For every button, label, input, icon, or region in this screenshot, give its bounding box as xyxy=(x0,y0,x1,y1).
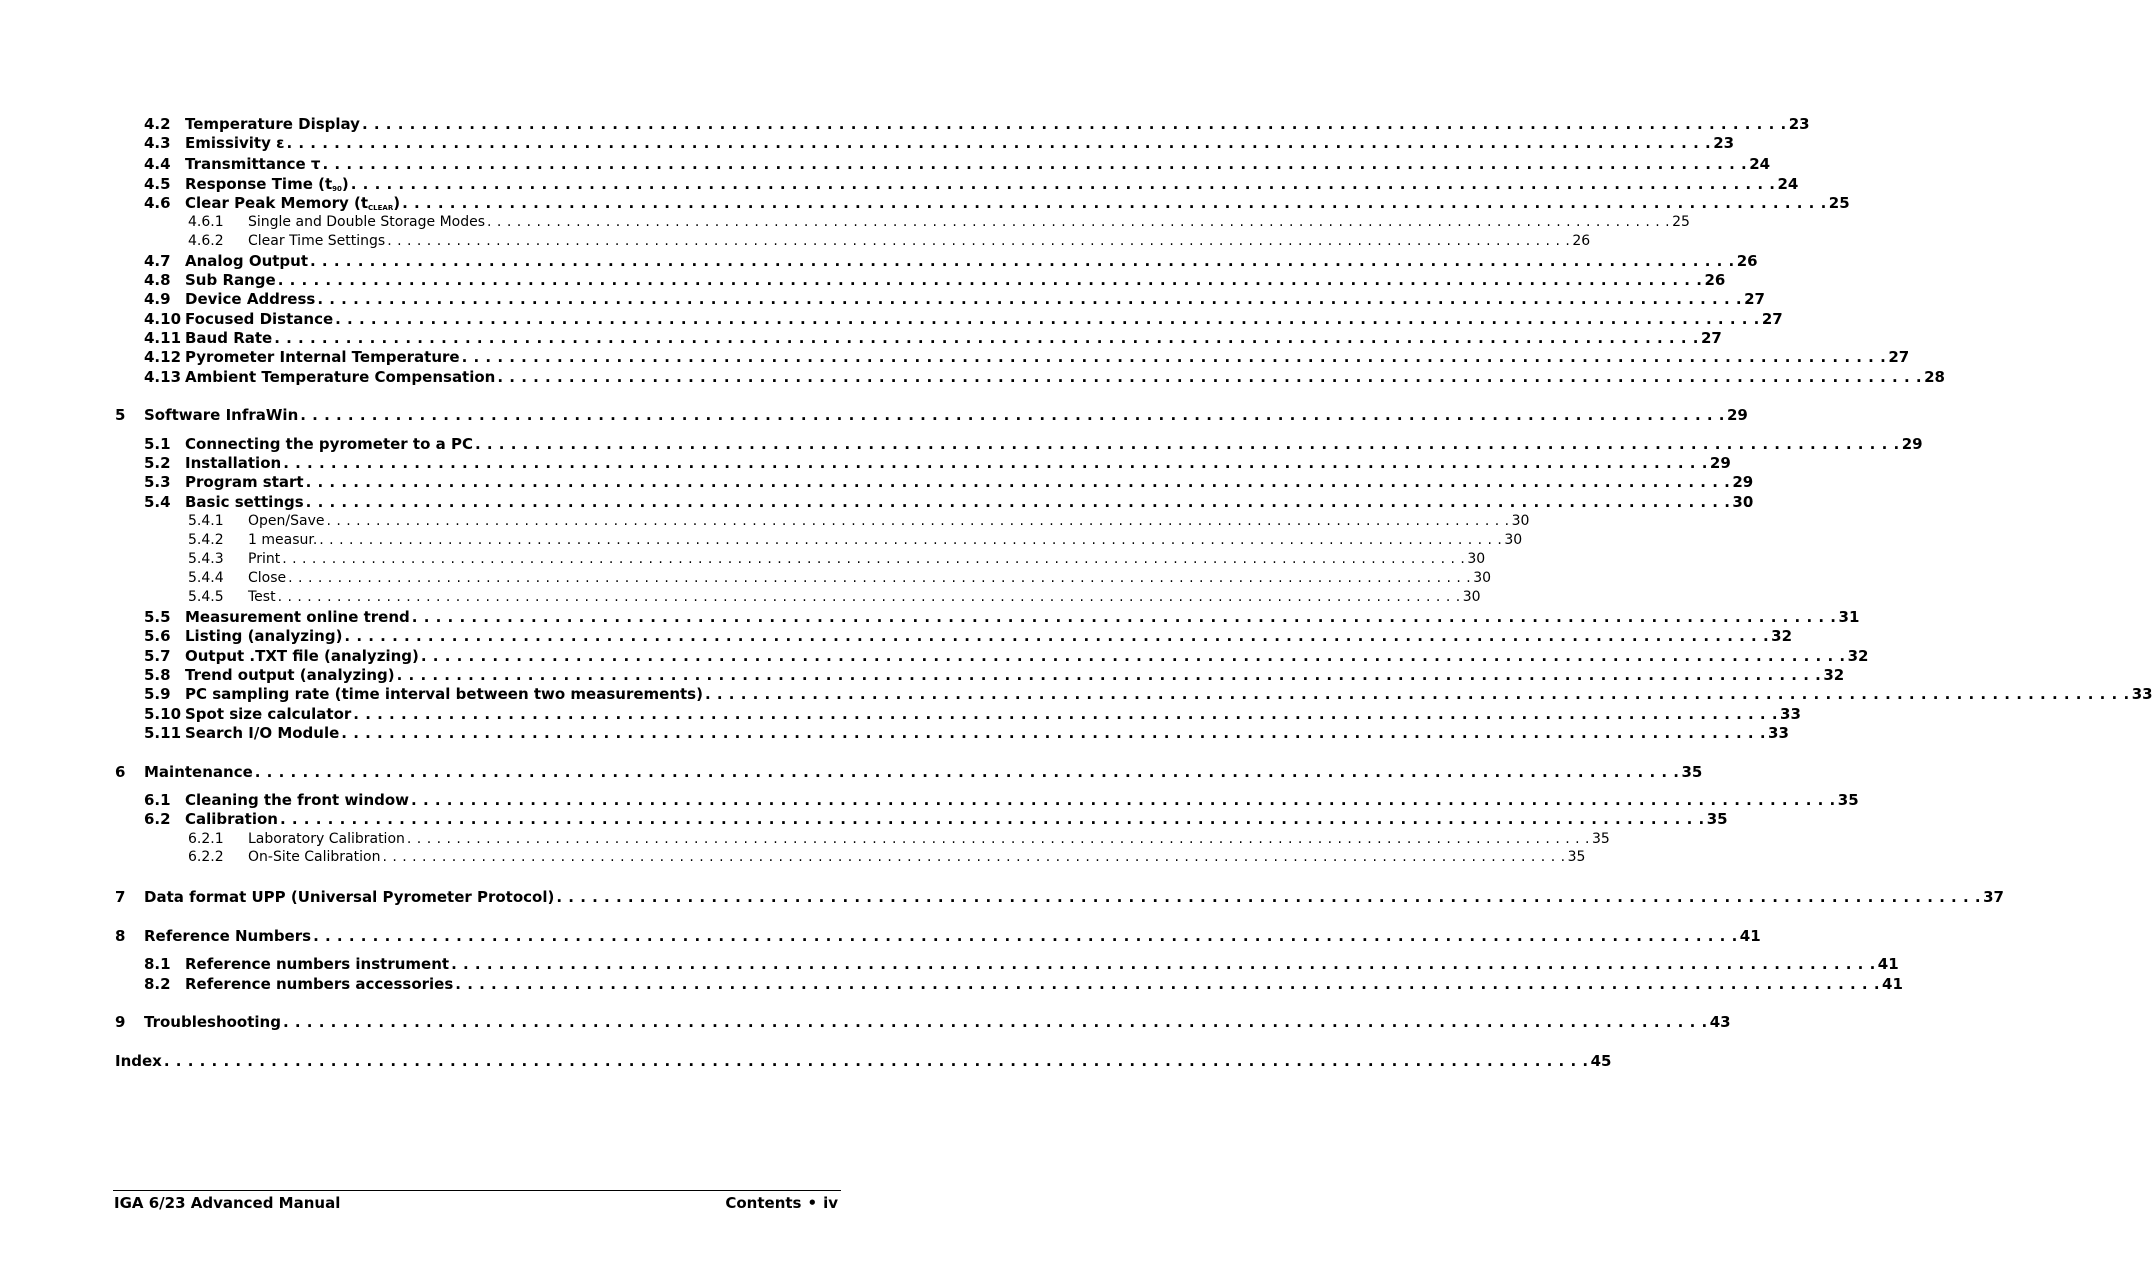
toc-entry[interactable] xyxy=(188,848,1586,867)
toc-entry-page: 30 xyxy=(1504,532,1523,548)
toc-entry-title-text: Installation xyxy=(185,454,282,472)
toc-entry-page: 37 xyxy=(1983,888,2004,906)
toc-entry-page: 41 xyxy=(1739,927,1761,945)
toc-dot-leader: . . . . . . . . . . . . . . . . . . . . . . . . . . . . . . . . . . . . . . . . . . . . . . . . . . . . . . . . . . . . . . . . . . . . . . . . . . . . . . . . . . . . . . . . . . . . . . . . . . . . . . . . . . . . . . . . . . . . . . . . xyxy=(313,927,1738,945)
toc-entry-page: 35 xyxy=(1681,763,1703,781)
toc-entry-title-text: Reference numbers accessories xyxy=(185,975,454,993)
toc-dot-leader: . . . . . . . . . . . . . . . . . . . . . . . . . . . . . . . . . . . . . . . . . . . . . . . . . . . . . . . . . . . . . . . . . . . . . . . . . . . . . . . . . . . . . . . . . . . . . . . . . . . . . . . . . . . . . . . . . . . . . . . . xyxy=(387,233,1571,249)
toc-entry-page: 33 xyxy=(1780,705,1801,723)
toc-entry[interactable] xyxy=(144,705,1801,724)
toc-entry[interactable] xyxy=(144,975,1903,994)
toc-entry-page: 29 xyxy=(1732,473,1754,491)
toc-entry-number: 5.8 xyxy=(144,666,171,684)
toc-entry[interactable] xyxy=(115,406,1748,425)
toc-entry-title xyxy=(248,569,288,588)
toc-entry-page: 27 xyxy=(1744,290,1765,308)
toc-entry-number: 4.6.1 xyxy=(188,214,224,230)
toc-entry[interactable] xyxy=(144,810,1728,829)
toc-entry[interactable] xyxy=(144,252,1758,271)
toc-entry-title xyxy=(185,134,286,153)
toc-entry[interactable] xyxy=(144,791,1859,810)
toc-entry-title-text: Calibration xyxy=(185,810,278,828)
toc-entry-title xyxy=(185,329,274,348)
toc-entry-number: 8 xyxy=(115,927,126,945)
toc-dot-leader: . . . . . . . . . . . . . . . . . . . . . . . . . . . . . . . . . . . . . . . . . . . . . . . . . . . . . . . . . . . . . . . . . . . . . . . . . . . . . . . . . . . . . . . . . . . . . . . . . . . . . . . . . . . . . . . . . . . . . . . . xyxy=(411,608,1837,626)
toc-entry-title xyxy=(185,975,455,994)
toc-entry[interactable] xyxy=(115,763,1703,782)
toc-entry-title-text: Basic settings xyxy=(185,493,304,511)
toc-entry-number: 5.4 xyxy=(144,493,171,511)
toc-dot-leader: . . . . . . . . . . . . . . . . . . . . . . . . . . . . . . . . . . . . . . . . . . . . . . . . . . . . . . . . . . . . . . . . . . . . . . . . . . . . . . . . . . . . . . . . . . . . . . . . . . . . . . . . . . . . . . . . . . . . . . . . xyxy=(319,532,1503,548)
toc-entry-title-text: Index xyxy=(115,1052,162,1070)
toc-entry-title xyxy=(185,115,362,134)
toc-entry-title xyxy=(185,955,451,974)
toc-entry-page: 28 xyxy=(1924,368,1945,386)
toc-entry-title xyxy=(185,705,353,724)
toc-entry-number: 6.2.1 xyxy=(188,831,224,847)
toc-entry-title-text: Baud Rate xyxy=(185,329,273,347)
toc-entry[interactable] xyxy=(144,271,1726,290)
toc-dot-leader: . . . . . . . . . . . . . . . . . . . . . . . . . . . . . . . . . . . . . . . . . . . . . . . . . . . . . . . . . . . . . . . . . . . . . . . . . . . . . . . . . . . . . . . . . . . . . . . . . . . . . . . . . . . . . . . . . . . . . . . . xyxy=(317,290,1743,308)
toc-entry[interactable] xyxy=(144,493,1754,512)
toc-entry-page: 33 xyxy=(1768,724,1789,742)
toc-entry-page: 29 xyxy=(1726,406,1748,424)
toc-entry-title-text: Cleaning the front window xyxy=(185,791,410,809)
toc-entry-title-text: Pyrometer Internal Temperature xyxy=(185,348,460,366)
toc-entry-title-text: PC sampling rate (time interval between two measurements) xyxy=(185,685,703,703)
toc-entry-number: 4.10 xyxy=(144,310,182,328)
toc-dot-leader: . . . . . . . . . . . . . . . . . . . . . . . . . . . . . . . . . . . . . . . . . . . . . . . . . . . . . . . . . . . . . . . . . . . . . . . . . . . . . . . . . . . . . . . . . . . . . . . . . . . . . . . . . . . . . . . . . . . . . . . . xyxy=(353,705,1779,723)
toc-entry-title-text: Trend output (analyzing) xyxy=(185,666,395,684)
toc-entry-number: 5.4.2 xyxy=(188,532,224,548)
toc-entry[interactable] xyxy=(188,232,1591,251)
toc-entry-number: 6 xyxy=(115,763,126,781)
toc-entry-number: 8.1 xyxy=(144,955,171,973)
toc-entry-title xyxy=(185,435,475,454)
toc-entry-page: 23 xyxy=(1788,115,1810,133)
toc-entry-title xyxy=(185,724,341,743)
toc-entry-title-text: Focused Distance xyxy=(185,310,334,328)
toc-entry-page: 24 xyxy=(1777,175,1799,193)
toc-dot-leader: . . . . . . . . . . . . . . . . . . . . . . . . . . . . . . . . . . . . . . . . . . . . . . . . . . . . . . . . . . . . . . . . . . . . . . . . . . . . . . . . . . . . . . . . . . . . . . . . . . . . . . . . . . . . . . . . . . . . . . . . xyxy=(451,955,1876,973)
toc-dot-leader: . . . . . . . . . . . . . . . . . . . . . . . . . . . . . . . . . . . . . . . . . . . . . . . . . . . . . . . . . . . . . . . . . . . . . . . . . . . . . . . . . . . . . . . . . . . . . . . . . . . . . . . . . . . . . . . . . . . . . . . . xyxy=(341,724,1767,742)
toc-entry-number: 6.1 xyxy=(144,791,171,809)
toc-dot-leader: . . . . . . . . . . . . . . . . . . . . . . . . . . . . . . . . . . . . . . . . . . . . . . . . . . . . . . . . . . . . . . . . . . . . . . . . . . . . . . . . . . . . . . . . . . . . . . . . . . . . . . . . . . . . . . . . . . . . . . . . xyxy=(382,849,1566,865)
toc-dot-leader: . . . . . . . . . . . . . . . . . . . . . . . . . . . . . . . . . . . . . . . . . . . . . . . . . . . . . . . . . . . . . . . . . . . . . . . . . . . . . . . . . . . . . . . . . . . . . . . . . . . . . . . . . . . . . . . . . . . . . . . . xyxy=(556,888,1982,906)
toc-entry-title xyxy=(185,290,317,309)
toc-entry-title xyxy=(185,271,278,290)
toc-entry-title xyxy=(185,791,411,810)
toc-entry-title xyxy=(185,454,283,473)
toc-entry-page: 26 xyxy=(1736,252,1758,270)
toc-entry-title xyxy=(115,1052,164,1071)
toc-entry-title xyxy=(248,232,387,251)
toc-entry-page: 43 xyxy=(1709,1013,1731,1031)
toc-entry-title xyxy=(185,666,397,685)
toc-entry-subscript: 90 xyxy=(332,185,342,193)
toc-entry-page: 41 xyxy=(1877,955,1899,973)
toc-entry-title-text: Response Time (t xyxy=(185,175,333,193)
toc-dot-leader: . . . . . . . . . . . . . . . . . . . . . . . . . . . . . . . . . . . . . . . . . . . . . . . . . . . . . . . . . . . . . . . . . . . . . . . . . . . . . . . . . . . . . . . . . . . . . . . . . . . . . . . . . . . . . . . . . . . . . . . . xyxy=(305,473,1731,491)
toc-dot-leader: . . . . . . . . . . . . . . . . . . . . . . . . . . . . . . . . . . . . . . . . . . . . . . . . . . . . . . . . . . . . . . . . . . . . . . . . . . . . . . . . . . . . . . . . . . . . . . . . . . . . . . . . . . . . . . . . . . . . . . . . xyxy=(396,666,1822,684)
toc-dot-leader: . . . . . . . . . . . . . . . . . . . . . . . . . . . . . . . . . . . . . . . . . . . . . . . . . . . . . . . . . . . . . . . . . . . . . . . . . . . . . . . . . . . . . . . . . . . . . . . . . . . . . . . . . . . . . . . . . . . . . . . . xyxy=(254,763,1680,781)
toc-entry-title xyxy=(185,368,497,387)
toc-dot-leader: . . . . . . . . . . . . . . . . . . . . . . . . . . . . . . . . . . . . . . . . . . . . . . . . . . . . . . . . . . . . . . . . . . . . . . . . . . . . . . . . . . . . . . . . . . . . . . . . . . . . . . . . . . . . . . . . . . . . . . . . xyxy=(406,831,1590,847)
footer-bullet: • xyxy=(807,1194,818,1212)
toc-entry-title xyxy=(248,531,319,550)
toc-entry-title xyxy=(248,588,278,607)
toc-entry-title-text: Software InfraWin xyxy=(144,406,299,424)
toc-entry-title-text: Connecting the pyrometer to a PC xyxy=(185,435,473,453)
toc-entry-title xyxy=(185,252,310,271)
toc-entry-title xyxy=(248,512,326,531)
toc-entry[interactable] xyxy=(115,888,2004,907)
toc-entry-title-text: Output .TXT file (analyzing) xyxy=(185,647,419,665)
toc-entry-page: 35 xyxy=(1592,831,1610,847)
toc-entry-title-text: 1 measur. xyxy=(248,532,318,548)
toc-entry-title-text: Sub Range xyxy=(185,271,276,289)
toc-entry-number: 5.4.4 xyxy=(188,570,224,586)
toc-entry-number: 5.4.3 xyxy=(188,551,224,567)
toc-dot-leader: . . . . . . . . . . . . . . . . . . . . . . . . . . . . . . . . . . . . . . . . . . . . . . . . . . . . . . . . . . . . . . . . . . . . . . . . . . . . . . . . . . . . . . . . . . . . . . . . . . . . . . . . . . . . . . . . . . . . . . . . xyxy=(461,348,1887,366)
toc-entry-title-text: Clear Peak Memory (t xyxy=(185,194,369,212)
toc-entry-title xyxy=(185,473,306,492)
toc-entry-title-text: Reference numbers instrument xyxy=(185,955,450,973)
toc-entry-title-text: Test xyxy=(248,589,276,605)
toc-dot-leader: . . . . . . . . . . . . . . . . . . . . . . . . . . . . . . . . . . . . . . . . . . . . . . . . . . . . . . . . . . . . . . . . . . . . . . . . . . . . . . . . . . . . . . . . . . . . . . . . . . . . . . . . . . . . . . . . . . . . . . . . xyxy=(326,513,1510,529)
toc-entry-title xyxy=(144,763,255,782)
toc-entry[interactable] xyxy=(144,454,1731,473)
toc-entry-number: 5.2 xyxy=(144,454,171,472)
toc-entry-title-text: Print xyxy=(248,551,281,567)
toc-entry-number: 5.11 xyxy=(144,724,182,742)
toc-entry[interactable] xyxy=(144,115,1810,134)
toc-entry-title xyxy=(185,348,462,367)
toc-entry-title xyxy=(144,406,300,425)
toc-entry-title xyxy=(248,848,382,867)
toc-entry-page: 30 xyxy=(1467,551,1486,567)
toc-entry[interactable] xyxy=(144,473,1754,492)
toc-entry-number: 4.8 xyxy=(144,271,171,289)
toc-entry[interactable] xyxy=(115,1052,1612,1071)
footer-divider xyxy=(113,1190,841,1191)
toc-entry[interactable] xyxy=(144,666,1845,685)
toc-entry-page: 29 xyxy=(1709,454,1731,472)
toc-dot-leader: . . . . . . . . . . . . . . . . . . . . . . . . . . . . . . . . . . . . . . . . . . . . . . . . . . . . . . . . . . . . . . . . . . . . . . . . . . . . . . . . . . . . . . . . . . . . . . . . . . . . . . . . . . . . . . . . . . . . . . . . xyxy=(300,406,1725,424)
toc-entry-title xyxy=(185,175,351,194)
toc-entry[interactable] xyxy=(144,134,1735,153)
toc-entry-number: 4.5 xyxy=(144,175,171,193)
toc-entry[interactable] xyxy=(144,955,1899,974)
toc-entry-page: 32 xyxy=(1847,647,1869,665)
toc-entry-title xyxy=(185,810,280,829)
toc-entry-title-text: Laboratory Calibration xyxy=(248,831,405,847)
toc-entry-page: 27 xyxy=(1761,310,1783,328)
toc-entry-title-text: Data format UPP (Universal Pyrometer Protocol) xyxy=(144,888,555,906)
toc-entry-title-text: Maintenance xyxy=(144,763,253,781)
toc-entry-page: 35 xyxy=(1567,849,1586,865)
toc-entry-page: 31 xyxy=(1838,608,1860,626)
footer-page-number: iv xyxy=(823,1194,838,1212)
toc-dot-leader: . . . . . . . . . . . . . . . . . . . . . . . . . . . . . . . . . . . . . . . . . . . . . . . . . . . . . . . . . . . . . . . . . . . . . . . . . . . . . . . . . . . . . . . . . . . . . . . . . . . . . . . . . . . . . . . . . . . . . . . . xyxy=(282,1013,1708,1031)
toc-dot-leader: . . . . . . . . . . . . . . . . . . . . . . . . . . . . . . . . . . . . . . . . . . . . . . . . . . . . . . . . . . . . . . . . . . . . . . . . . . . . . . . . . . . . . . . . . . . . . . . . . . . . . . . . . . . . . . . . . . . . . . . . xyxy=(497,368,1923,386)
toc-entry[interactable] xyxy=(144,310,1783,329)
toc-entry-number: 4.7 xyxy=(144,252,171,270)
toc-entry[interactable] xyxy=(188,569,1492,588)
toc-entry-page: 25 xyxy=(1828,194,1850,212)
toc-dot-leader: . . . . . . . . . . . . . . . . . . . . . . . . . . . . . . . . . . . . . . . . . . . . . . . . . . . . . . . . . . . . . . . . . . . . . . . . . . . . . . . . . . . . . . . . . . . . . . . . . . . . . . . . . . . . . . . . . . . . . . . . xyxy=(277,271,1703,289)
toc-dot-leader: . . . . . . . . . . . . . . . . . . . . . . . . . . . . . . . . . . . . . . . . . . . . . . . . . . . . . . . . . . . . . . . . . . . . . . . . . . . . . . . . . . . . . . . . . . . . . . . . . . . . . . . . . . . . . . . . . . . . . . . . xyxy=(282,551,1466,567)
toc-entry-title xyxy=(144,1013,283,1032)
toc-entry-title-text: Temperature Display xyxy=(185,115,360,133)
toc-dot-leader: . . . . . . . . . . . . . . . . . . . . . . . . . . . . . . . . . . . . . . . . . . . . . . . . . . . . . . . . . . . . . . . . . . . . . . . . . . . . . . . . . . . . . . . . . . . . . . . . . . . . . . . . . . . . . . . . . . . . . . . . xyxy=(286,134,1712,152)
toc-entry[interactable] xyxy=(188,213,1690,232)
toc-entry[interactable] xyxy=(144,194,1850,213)
toc-entry-title-text: Single and Double Storage Modes xyxy=(248,214,486,230)
toc-dot-leader: . . . . . . . . . . . . . . . . . . . . . . . . . . . . . . . . . . . . . . . . . . . . . . . . . . . . . . . . . . . . . . . . . . . . . . . . . . . . . . . . . . . . . . . . . . . . . . . . . . . . . . . . . . . . . . . . . . . . . . . . xyxy=(420,647,1846,665)
toc-entry-page: 26 xyxy=(1704,271,1726,289)
toc-dot-leader: . . . . . . . . . . . . . . . . . . . . . . . . . . . . . . . . . . . . . . . . . . . . . . . . . . . . . . . . . . . . . . . . . . . . . . . . . . . . . . . . . . . . . . . . . . . . . . . . . . . . . . . . . . . . . . . . . . . . . . . . xyxy=(350,175,1776,193)
toc-entry-number: 6.2.2 xyxy=(188,849,224,865)
toc-entry[interactable] xyxy=(188,531,1523,550)
toc-entry-number: 4.4 xyxy=(144,155,171,173)
toc-entry-title-text: Analog Output xyxy=(185,252,309,270)
toc-entry-title xyxy=(248,550,282,569)
toc-entry-number: 5.4.5 xyxy=(188,589,224,605)
toc-entry[interactable] xyxy=(188,550,1486,569)
toc-entry-title xyxy=(185,493,306,512)
toc-dot-leader: . . . . . . . . . . . . . . . . . . . . . . . . . . . . . . . . . . . . . . . . . . . . . . . . . . . . . . . . . . . . . . . . . . . . . . . . . . . . . . . . . . . . . . . . . . . . . . . . . . . . . . . . . . . . . . . . . . . . . . . . xyxy=(279,810,1705,828)
toc-entry-number: 9 xyxy=(115,1013,126,1031)
toc-entry-number: 6.2 xyxy=(144,810,171,828)
toc-entry-title-text: Search I/O Module xyxy=(185,724,340,742)
toc-entry[interactable] xyxy=(144,685,2153,704)
toc-entry[interactable] xyxy=(144,155,1771,174)
toc-entry-title xyxy=(185,310,335,329)
toc-entry-page: 30 xyxy=(1732,493,1754,511)
toc-dot-leader: . . . . . . . . . . . . . . . . . . . . . . . . . . . . . . . . . . . . . . . . . . . . . . . . . . . . . . . . . . . . . . . . . . . . . . . . . . . . . . . . . . . . . . . . . . . . . . . . . . . . . . . . . . . . . . . . . . . . . . . . xyxy=(277,589,1461,605)
toc-entry-page: 35 xyxy=(1706,810,1728,828)
toc-dot-leader: . . . . . . . . . . . . . . . . . . . . . . . . . . . . . . . . . . . . . . . . . . . . . . . . . . . . . . . . . . . . . . . . . . . . . . . . . . . . . . . . . . . . . . . . . . . . . . . . . . . . . . . . . . . . . . . . . . . . . . . . xyxy=(322,155,1748,173)
toc-entry-page: 30 xyxy=(1473,570,1492,586)
footer-page-info xyxy=(725,1194,838,1212)
toc-dot-leader: . . . . . . . . . . . . . . . . . . . . . . . . . . . . . . . . . . . . . . . . . . . . . . . . . . . . . . . . . . . . . . . . . . . . . . . . . . . . . . . . . . . . . . . . . . . . . . . . . . . . . . . . . . . . . . . . . . . . . . . . xyxy=(402,194,1827,212)
toc-entry-page: 30 xyxy=(1462,589,1481,605)
toc-entry-number: 4.3 xyxy=(144,134,171,152)
toc-entry-number: 7 xyxy=(115,888,126,906)
toc-entry-page: 41 xyxy=(1882,975,1903,993)
toc-dot-leader: . . . . . . . . . . . . . . . . . . . . . . . . . . . . . . . . . . . . . . . . . . . . . . . . . . . . . . . . . . . . . . . . . . . . . . . . . . . . . . . . . . . . . . . . . . . . . . . . . . . . . . . . . . . . . . . . . . . . . . . . xyxy=(274,329,1699,347)
toc-dot-leader: . . . . . . . . . . . . . . . . . . . . . . . . . . . . . . . . . . . . . . . . . . . . . . . . . . . . . . . . . . . . . . . . . . . . . . . . . . . . . . . . . . . . . . . . . . . . . . . . . . . . . . . . . . . . . . . . . . . . . . . . xyxy=(455,975,1881,993)
toc-entry[interactable] xyxy=(144,175,1799,194)
toc-entry-number: 4.2 xyxy=(144,115,171,133)
toc-entry[interactable] xyxy=(188,830,1610,849)
toc-entry[interactable] xyxy=(144,329,1722,348)
toc-entry-page: 35 xyxy=(1837,791,1859,809)
toc-dot-leader: . . . . . . . . . . . . . . . . . . . . . . . . . . . . . . . . . . . . . . . . . . . . . . . . . . . . . . . . . . . . . . . . . . . . . . . . . . . . . . . . . . . . . . . . . . . . . . . . . . . . . . . . . . . . . . . . . . . . . . . . xyxy=(288,570,1472,586)
toc-entry-page: 26 xyxy=(1572,233,1591,249)
toc-entry-page: 24 xyxy=(1749,155,1771,173)
toc-entry-number: 4.6.2 xyxy=(188,233,224,249)
toc-entry[interactable] xyxy=(144,724,1789,743)
toc-dot-leader: . . . . . . . . . . . . . . . . . . . . . . . . . . . . . . . . . . . . . . . . . . . . . . . . . . . . . . . . . . . . . . . . . . . . . . . . . . . . . . . . . . . . . . . . . . . . . . . . . . . . . . . . . . . . . . . . . . . . . . . . xyxy=(305,493,1731,511)
toc-entry[interactable] xyxy=(144,368,1945,387)
toc-entry-title xyxy=(144,927,313,946)
toc-entry-title xyxy=(185,685,705,704)
toc-entry[interactable] xyxy=(144,627,1793,646)
toc-entry-number: 4.12 xyxy=(144,348,182,366)
toc-dot-leader: . . . . . . . . . . . . . . . . . . . . . . . . . . . . . . . . . . . . . . . . . . . . . . . . . . . . . . . . . . . . . . . . . . . . . . . . . . . . . . . . . . . . . . . . . . . . . . . . . . . . . . . . . . . . . . . . . . . . . . . . xyxy=(163,1052,1589,1070)
toc-entry-title-text: Clear Time Settings xyxy=(248,233,386,249)
toc-dot-leader: . . . . . . . . . . . . . . . . . . . . . . . . . . . . . . . . . . . . . . . . . . . . . . . . . . . . . . . . . . . . . . . . . . . . . . . . . . . . . . . . . . . . . . . . . . . . . . . . . . . . . . . . . . . . . . . . . . . . . . . . xyxy=(487,214,1671,230)
toc-dot-leader: . . . . . . . . . . . . . . . . . . . . . . . . . . . . . . . . . . . . . . . . . . . . . . . . . . . . . . . . . . . . . . . . . . . . . . . . . . . . . . . . . . . . . . . . . . . . . . . . . . . . . . . . . . . . . . . . . . . . . . . . xyxy=(411,791,1836,809)
toc-dot-leader: . . . . . . . . . . . . . . . . . . . . . . . . . . . . . . . . . . . . . . . . . . . . . . . . . . . . . . . . . . . . . . . . . . . . . . . . . . . . . . . . . . . . . . . . . . . . . . . . . . . . . . . . . . . . . . . . . . . . . . . . xyxy=(335,310,1760,328)
toc-dot-leader: . . . . . . . . . . . . . . . . . . . . . . . . . . . . . . . . . . . . . . . . . . . . . . . . . . . . . . . . . . . . . . . . . . . . . . . . . . . . . . . . . . . . . . . . . . . . . . . . . . . . . . . . . . . . . . . . . . . . . . . . xyxy=(361,115,1787,133)
toc-entry-title-text: Spot size calculator xyxy=(185,705,352,723)
toc-entry-title-end: ) xyxy=(341,175,349,193)
toc-entry-page: 27 xyxy=(1700,329,1722,347)
toc-entry[interactable] xyxy=(144,608,1860,627)
toc-entry-title xyxy=(185,608,412,627)
toc-entry-subscript: CLEAR xyxy=(368,204,394,212)
toc-dot-leader: . . . . . . . . . . . . . . . . . . . . . . . . . . . . . . . . . . . . . . . . . . . . . . . . . . . . . . . . . . . . . . . . . . . . . . . . . . . . . . . . . . . . . . . . . . . . . . . . . . . . . . . . . . . . . . . . . . . . . . . . xyxy=(344,627,1770,645)
toc-entry-number: 4.9 xyxy=(144,290,171,308)
footer-manual-title: IGA 6/23 Advanced Manual xyxy=(114,1194,341,1212)
toc-entry-number: 5.10 xyxy=(144,705,182,723)
toc-entry-number: 5.7 xyxy=(144,647,171,665)
toc-entry-number: 5.1 xyxy=(144,435,171,453)
toc-entry-title-text: Transmittance τ xyxy=(185,155,321,173)
toc-entry-title-text: Emissivity ε xyxy=(185,134,285,152)
toc-entry-page: 29 xyxy=(1901,435,1923,453)
toc-entry-number: 5 xyxy=(115,406,126,424)
toc-entry[interactable] xyxy=(188,588,1481,607)
toc-entry-title-text: Program start xyxy=(185,473,304,491)
toc-entry-title-text: Listing (analyzing) xyxy=(185,627,343,645)
toc-entry-page: 45 xyxy=(1590,1052,1612,1070)
toc-entry-title xyxy=(248,213,487,232)
toc-entry-title xyxy=(185,627,344,646)
toc-entry[interactable] xyxy=(144,647,1869,666)
toc-entry-number: 5.5 xyxy=(144,608,171,626)
toc-entry-number: 5.6 xyxy=(144,627,171,645)
toc-entry-number: 4.11 xyxy=(144,329,182,347)
toc-entry-page: 23 xyxy=(1713,134,1735,152)
toc-entry-page: 32 xyxy=(1823,666,1845,684)
toc-entry-number: 5.3 xyxy=(144,473,171,491)
toc-entry-title xyxy=(248,830,407,849)
toc-entry-title xyxy=(144,888,556,907)
toc-entry-title xyxy=(185,155,322,174)
toc-entry-page: 25 xyxy=(1672,214,1690,230)
footer-section: Contents xyxy=(725,1194,802,1212)
toc-entry-title-text: Ambient Temperature Compensation xyxy=(185,368,496,386)
toc-entry-number: 5.9 xyxy=(144,685,171,703)
toc-entry-number: 4.13 xyxy=(144,368,182,386)
toc-entry[interactable] xyxy=(144,435,1923,454)
toc-entry[interactable] xyxy=(115,1013,1731,1032)
toc-entry[interactable] xyxy=(115,927,1761,946)
toc-entry[interactable] xyxy=(188,512,1530,531)
toc-entry-number: 4.6 xyxy=(144,194,171,212)
toc-entry-title-text: Reference Numbers xyxy=(144,927,312,945)
toc-entry-page: 27 xyxy=(1888,348,1910,366)
toc-entry-title-text: Device Address xyxy=(185,290,316,308)
toc-entry-title-text: Measurement online trend xyxy=(185,608,410,626)
toc-entry[interactable] xyxy=(144,348,1910,367)
toc-dot-leader: . . . . . . . . . . . . . . . . . . . . . . . . . . . . . . . . . . . . . . . . . . . . . . . . . . . . . . . . . . . . . . . . . . . . . . . . . . . . . . . . . . . . . . . . . . . . . . . . . . . . . . . . . . . . . . . . . . . . . . . . xyxy=(474,435,1900,453)
toc-entry-title-text: Close xyxy=(248,570,287,586)
toc-entry-title-text: On-Site Calibration xyxy=(248,849,381,865)
toc-dot-leader: . . . . . . . . . . . . . . . . . . . . . . . . . . . . . . . . . . . . . . . . . . . . . . . . . . . . . . . . . . . . . . . . . . . . . . . . . . . . . . . . . . . . . . . . . . . . . . . . . . . . . . . . . . . . . . . . . . . . . . . . xyxy=(310,252,1735,270)
toc-entry-title xyxy=(185,647,421,666)
toc-entry-number: 8.2 xyxy=(144,975,171,993)
toc-dot-leader: . . . . . . . . . . . . . . . . . . . . . . . . . . . . . . . . . . . . . . . . . . . . . . . . . . . . . . . . . . . . . . . . . . . . . . . . . . . . . . . . . . . . . . . . . . . . . . . . . . . . . . . . . . . . . . . . . . . . . . . . xyxy=(704,685,2130,703)
toc-entry-title-end: ) xyxy=(393,194,401,212)
toc-entry-page: 33 xyxy=(2131,685,2153,703)
toc-entry-page: 32 xyxy=(1771,627,1793,645)
toc-entry-title xyxy=(185,194,402,213)
toc-entry[interactable] xyxy=(144,290,1765,309)
toc-entry-title-text: Troubleshooting xyxy=(144,1013,281,1031)
toc-entry-title-text: Open/Save xyxy=(248,513,325,529)
toc-entry-page: 30 xyxy=(1511,513,1530,529)
toc-dot-leader: . . . . . . . . . . . . . . . . . . . . . . . . . . . . . . . . . . . . . . . . . . . . . . . . . . . . . . . . . . . . . . . . . . . . . . . . . . . . . . . . . . . . . . . . . . . . . . . . . . . . . . . . . . . . . . . . . . . . . . . . xyxy=(283,454,1708,472)
toc-entry-number: 5.4.1 xyxy=(188,513,224,529)
